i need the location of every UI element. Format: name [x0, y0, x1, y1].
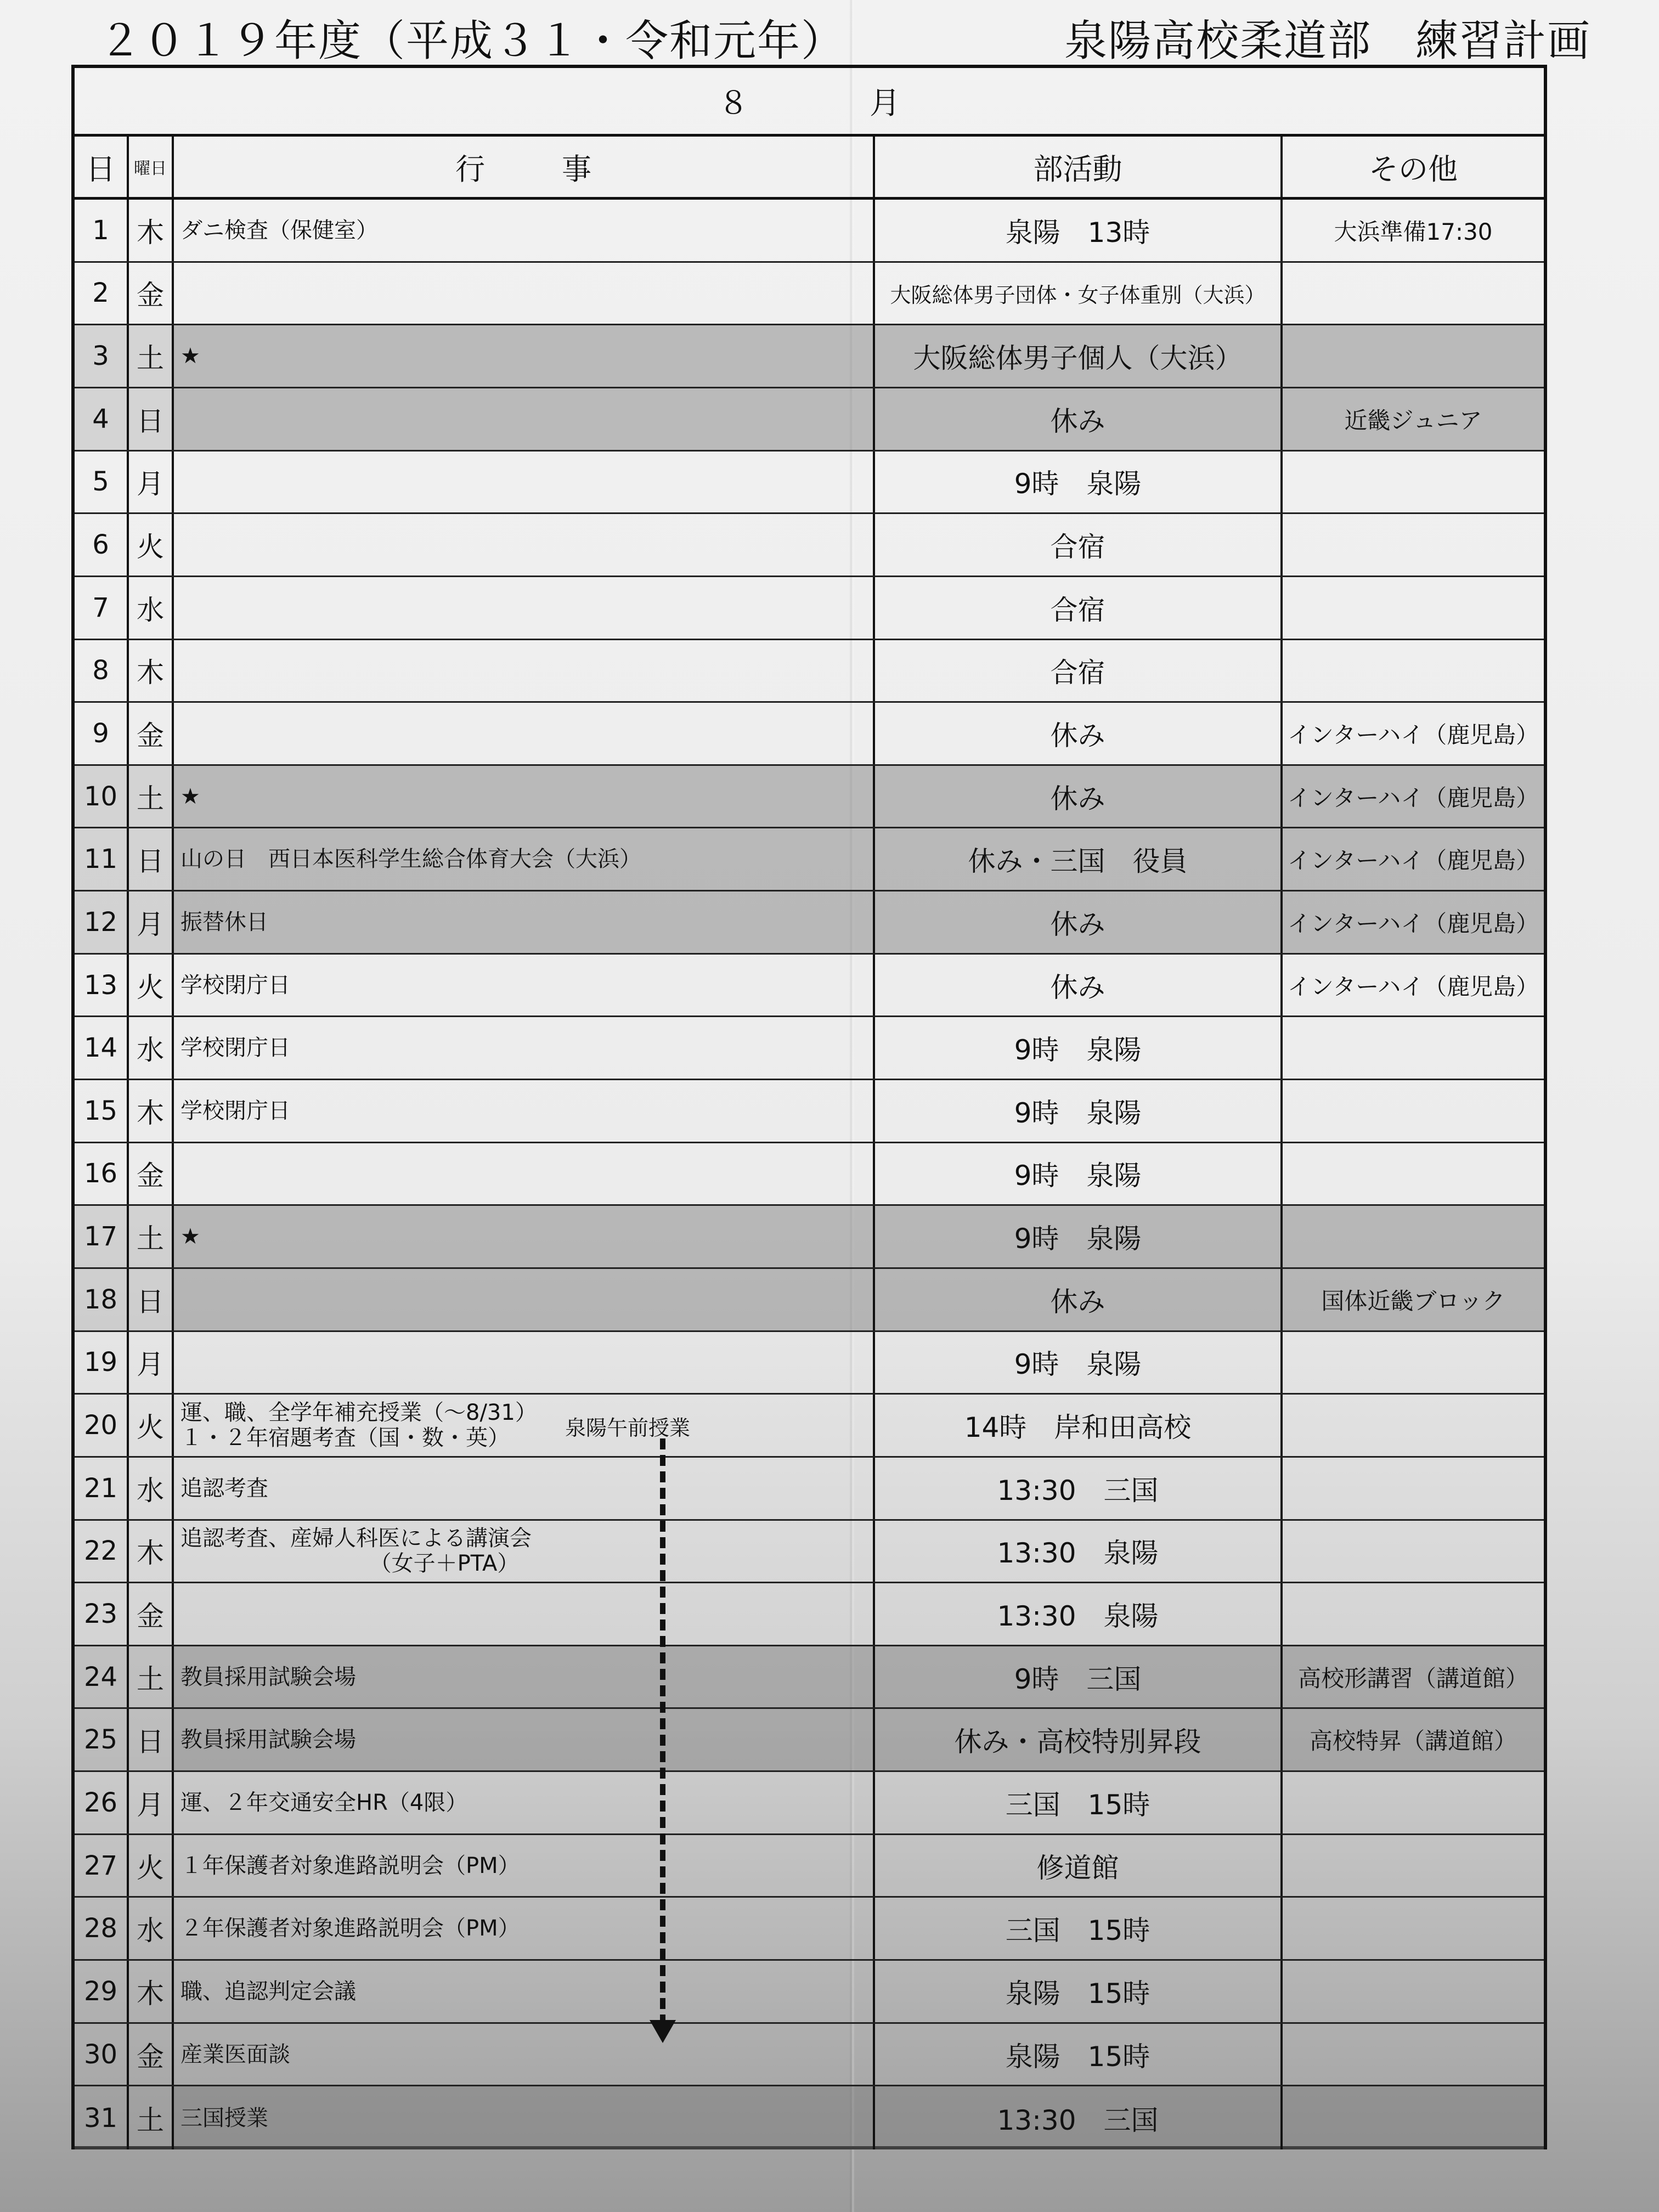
club-activity-cell: 泉陽 15時 — [873, 2024, 1280, 2085]
other-cell: インターハイ（鹿児島） — [1280, 955, 1544, 1016]
club-activity-cell: 9時 泉陽 — [873, 1017, 1280, 1079]
other-cell — [1280, 1835, 1544, 1897]
club-activity-cell: 泉陽 13時 — [873, 200, 1280, 261]
club-activity-cell: 9時 三国 — [873, 1646, 1280, 1708]
day-cell: 5 — [92, 466, 109, 498]
weekday-cell: 金 — [127, 703, 172, 764]
other-cell — [1280, 1332, 1544, 1393]
table-row — [75, 1709, 1544, 1772]
header-weekday: 曜日 — [127, 137, 172, 197]
arrow-down-icon — [650, 2020, 676, 2043]
event-text: ★ — [180, 1224, 200, 1250]
day-cell: 15 — [83, 1095, 118, 1126]
header-day: 日 — [86, 151, 116, 187]
day-cell: 13 — [83, 969, 118, 1001]
fiscal-year-title: ２０１９年度（平成３１・令和元年） — [99, 16, 845, 66]
other-cell — [1280, 1898, 1544, 1959]
event-cell — [172, 891, 873, 953]
day-cell: 12 — [75, 891, 127, 953]
club-activity-cell: 13:30 泉陽 — [873, 1521, 1280, 1582]
weekday-cell: 水 — [127, 1458, 172, 1519]
table-row — [75, 1961, 1544, 2024]
event-cell — [172, 828, 873, 890]
other-cell: 国体近畿ブロック — [1280, 1269, 1544, 1330]
weekday-cell: 木 — [127, 1521, 172, 1582]
day-cell: 19 — [83, 1347, 118, 1378]
weekday-cell: 金 — [127, 263, 172, 324]
table-row — [75, 828, 1544, 891]
other-cell — [1280, 1961, 1544, 2022]
event-text: 運、職、全学年補充授業（～8/31） — [180, 1400, 537, 1426]
weekday-cell: 日 — [127, 388, 172, 450]
event-text: ２年保護者対象進路説明会（PM） — [180, 1916, 520, 1942]
club-activity-cell: 休み — [873, 703, 1280, 764]
weekday-cell: 月 — [127, 1332, 172, 1393]
table-row — [75, 1583, 1544, 1646]
weekday-cell: 水 — [127, 1017, 172, 1079]
other-cell — [1280, 2024, 1544, 2085]
table-row — [75, 1269, 1544, 1332]
morning-class-label: 泉陽午前授業 — [565, 1416, 691, 1440]
other-cell — [1280, 1143, 1544, 1205]
event-text: 振替休日 — [180, 909, 268, 935]
event-text: ダニ検査（保健室） — [180, 217, 378, 243]
event-cell — [172, 1521, 873, 1582]
event-text-line2: （女子＋PTA） — [369, 1551, 520, 1577]
event-text: 追認考査 — [180, 1475, 268, 1501]
table-row — [75, 1395, 1544, 1458]
club-activity-cell: 大阪総体男子個人（大浜） — [873, 325, 1280, 387]
other-cell: インターハイ（鹿児島） — [1280, 828, 1544, 890]
day-cell: 27 — [83, 1850, 118, 1881]
event-cell — [172, 388, 873, 450]
event-cell — [172, 1772, 873, 1833]
weekday-cell: 木 — [127, 1961, 172, 2022]
club-activity-cell: 三国 15時 — [873, 1898, 1280, 1959]
event-cell — [172, 577, 873, 639]
event-cell — [172, 640, 873, 702]
day-cell: 16 — [83, 1158, 118, 1189]
day-cell: 25 — [75, 1709, 127, 1770]
club-activity-cell: 休み — [873, 891, 1280, 953]
weekday-cell: 火 — [127, 955, 172, 1016]
day-cell: 14 — [83, 1032, 118, 1064]
club-activity-cell: 修道館 — [873, 1835, 1280, 1897]
weekday-cell: 月 — [127, 891, 172, 953]
event-text-line2: １・２年宿題考査（国・数・英） — [180, 1425, 510, 1451]
other-cell — [1280, 640, 1544, 702]
event-cell — [172, 263, 873, 324]
day-cell: 29 — [83, 1976, 118, 2007]
day-cell: 11 — [75, 828, 127, 890]
day-cell: 3 — [75, 325, 127, 387]
table-row — [75, 1646, 1544, 1709]
event-text: 学校閉庁日 — [180, 972, 290, 998]
weekday-cell: 火 — [127, 514, 172, 575]
day-cell: 10 — [75, 766, 127, 827]
event-cell — [172, 1017, 873, 1079]
event-cell — [172, 1961, 873, 2022]
table-row — [75, 263, 1544, 326]
table-row — [75, 891, 1544, 955]
table-row — [75, 2086, 1544, 2149]
document-title — [99, 10, 1591, 65]
other-cell — [1280, 325, 1544, 387]
event-cell — [172, 2086, 873, 2149]
weekday-cell: 水 — [127, 1898, 172, 1959]
event-cell — [172, 766, 873, 827]
weekday-cell: 土 — [127, 766, 172, 827]
weekday-cell: 水 — [127, 577, 172, 639]
table-row — [75, 1521, 1544, 1584]
event-cell — [172, 200, 873, 261]
schedule-table — [71, 65, 1547, 2149]
other-cell: インターハイ（鹿児島） — [1280, 766, 1544, 827]
club-activity-cell: 9時 泉陽 — [873, 1206, 1280, 1267]
table-row — [75, 2024, 1544, 2087]
day-cell: 4 — [75, 388, 127, 450]
event-cell — [172, 1646, 873, 1708]
other-cell — [1280, 1458, 1544, 1519]
table-row — [75, 1772, 1544, 1835]
club-activity-cell: 合宿 — [873, 514, 1280, 575]
event-cell — [172, 1269, 873, 1330]
event-text: 産業医面談 — [180, 2041, 290, 2067]
header-events: 行事 — [172, 137, 873, 197]
event-text: ★ — [180, 783, 200, 809]
other-cell: 高校特昇（講道館） — [1280, 1709, 1544, 1770]
club-activity-cell: 9時 泉陽 — [873, 1332, 1280, 1393]
day-cell: 8 — [92, 655, 109, 686]
day-cell: 30 — [83, 2039, 118, 2070]
day-cell: 6 — [92, 529, 109, 561]
day-cell: 17 — [75, 1206, 127, 1267]
table-row — [75, 388, 1544, 452]
weekday-cell: 日 — [127, 828, 172, 890]
weekday-cell: 土 — [127, 1206, 172, 1267]
event-cell — [172, 1835, 873, 1897]
event-cell — [172, 1143, 873, 1205]
club-activity-cell: 13:30 三国 — [873, 2086, 1280, 2149]
table-row — [75, 577, 1544, 640]
club-activity-cell: 三国 15時 — [873, 1772, 1280, 1833]
day-cell: 31 — [75, 2086, 127, 2149]
weekday-cell: 火 — [127, 1395, 172, 1456]
weekday-cell: 土 — [127, 1646, 172, 1708]
event-cell — [172, 452, 873, 513]
weekday-cell: 木 — [127, 200, 172, 261]
club-activity-cell: 14時 岸和田高校 — [873, 1395, 1280, 1456]
table-header — [75, 137, 1544, 200]
club-activity-cell: 13:30 泉陽 — [873, 1583, 1280, 1645]
event-text: 学校閉庁日 — [180, 1035, 290, 1061]
day-cell: 2 — [92, 278, 109, 309]
club-activity-cell: 9時 泉陽 — [873, 452, 1280, 513]
weekday-cell: 日 — [127, 1709, 172, 1770]
table-row — [75, 703, 1544, 766]
other-cell — [1280, 577, 1544, 639]
event-cell — [172, 1206, 873, 1267]
schedule-rows — [75, 200, 1544, 2149]
other-cell — [1280, 1080, 1544, 1142]
club-activity-cell: 休み・高校特別昇段 — [873, 1709, 1280, 1770]
table-row — [75, 955, 1544, 1018]
club-activity-cell: 休み・三国 役員 — [873, 828, 1280, 890]
event-text: 教員採用試験会場 — [180, 1664, 356, 1690]
table-row — [75, 1458, 1544, 1521]
event-text: 追認考査、産婦人科医による講演会 — [180, 1526, 532, 1551]
table-row — [75, 325, 1544, 388]
other-cell: 近畿ジュニア — [1280, 388, 1544, 450]
event-cell — [172, 1332, 873, 1393]
event-cell — [172, 1583, 873, 1645]
table-row — [75, 1080, 1544, 1143]
club-activity-cell: 合宿 — [873, 577, 1280, 639]
day-cell: 20 — [83, 1410, 118, 1441]
day-cell: 24 — [75, 1646, 127, 1708]
day-cell: 1 — [92, 215, 109, 246]
weekday-cell: 月 — [127, 452, 172, 513]
other-cell — [1280, 452, 1544, 513]
event-cell — [172, 325, 873, 387]
table-row — [75, 640, 1544, 703]
day-cell: 9 — [92, 718, 109, 749]
weekday-cell: 金 — [127, 2024, 172, 2085]
weekday-cell: 金 — [127, 1583, 172, 1645]
weekday-cell: 木 — [127, 1080, 172, 1142]
table-row — [75, 200, 1544, 263]
weekday-cell: 日 — [127, 1269, 172, 1330]
club-activity-cell: 大阪総体男子団体・女子体重別（大浜） — [873, 263, 1280, 324]
header-other: その他 — [1280, 137, 1544, 197]
event-text: 三国授業 — [180, 2105, 268, 2131]
event-cell — [172, 1898, 873, 1959]
other-cell — [1280, 1521, 1544, 1582]
club-activity-cell: 9時 泉陽 — [873, 1080, 1280, 1142]
header-club: 部活動 — [873, 137, 1280, 197]
event-text: 運、２年交通安全HR（4限） — [180, 1790, 468, 1815]
event-text: 学校閉庁日 — [180, 1098, 290, 1124]
club-activity-cell: 合宿 — [873, 640, 1280, 702]
weekday-cell: 金 — [127, 1143, 172, 1205]
weekday-cell: 月 — [127, 1772, 172, 1833]
other-cell: 高校形講習（講道館） — [1280, 1646, 1544, 1708]
other-cell — [1280, 1395, 1544, 1456]
club-activity-cell: 休み — [873, 955, 1280, 1016]
other-cell — [1280, 514, 1544, 575]
plan-title: 泉陽高校柔道部 練習計画 — [1064, 16, 1591, 66]
weekday-cell: 火 — [127, 1835, 172, 1897]
table-row — [75, 452, 1544, 515]
event-text: ★ — [180, 343, 200, 369]
event-text: １年保護者対象進路説明会（PM） — [180, 1853, 520, 1878]
month-unit: 月 — [870, 86, 900, 121]
club-activity-cell: 13:30 三国 — [873, 1458, 1280, 1519]
dashed-arrow-line — [660, 1438, 665, 2025]
other-cell — [1280, 1583, 1544, 1645]
other-cell — [1280, 2086, 1544, 2149]
other-cell — [1280, 1206, 1544, 1267]
club-activity-cell: 9時 泉陽 — [873, 1143, 1280, 1205]
other-cell: 大浜準備17:30 — [1280, 200, 1544, 261]
day-cell: 22 — [83, 1536, 118, 1567]
club-activity-cell: 休み — [873, 766, 1280, 827]
day-cell: 28 — [83, 1913, 118, 1944]
other-cell — [1280, 1772, 1544, 1833]
day-cell: 18 — [75, 1269, 127, 1330]
event-text: 山の日 西日本医科学生総合体育大会（大浜） — [180, 847, 641, 872]
other-cell: インターハイ（鹿児島） — [1280, 703, 1544, 764]
day-cell: 7 — [92, 592, 109, 623]
event-cell — [172, 1709, 873, 1770]
month-number: ８ — [718, 86, 749, 121]
table-row — [75, 1835, 1544, 1898]
weekday-cell: 土 — [127, 325, 172, 387]
other-cell — [1280, 1017, 1544, 1079]
event-text: 職、追認判定会議 — [180, 1978, 356, 2004]
event-text: 教員採用試験会場 — [180, 1727, 356, 1753]
table-row — [75, 1332, 1544, 1395]
club-activity-cell: 休み — [873, 1269, 1280, 1330]
table-row — [75, 514, 1544, 577]
table-row — [75, 1143, 1544, 1206]
table-row — [75, 1898, 1544, 1961]
table-row — [75, 1206, 1544, 1269]
event-cell — [172, 703, 873, 764]
table-row — [75, 1017, 1544, 1080]
event-cell — [172, 1080, 873, 1142]
day-cell: 26 — [83, 1787, 118, 1818]
day-cell: 23 — [83, 1599, 118, 1629]
weekday-cell: 木 — [127, 640, 172, 702]
event-cell — [172, 2024, 873, 2085]
weekday-cell: 土 — [127, 2086, 172, 2149]
event-cell — [172, 955, 873, 1016]
other-cell: インターハイ（鹿児島） — [1280, 891, 1544, 953]
event-cell — [172, 514, 873, 575]
club-activity-cell: 泉陽 15時 — [873, 1961, 1280, 2022]
month-heading — [75, 68, 1544, 137]
day-cell: 21 — [83, 1472, 118, 1504]
table-row — [75, 766, 1544, 829]
other-cell — [1280, 263, 1544, 324]
event-cell — [172, 1395, 873, 1456]
club-activity-cell: 休み — [873, 388, 1280, 450]
event-cell — [172, 1458, 873, 1519]
